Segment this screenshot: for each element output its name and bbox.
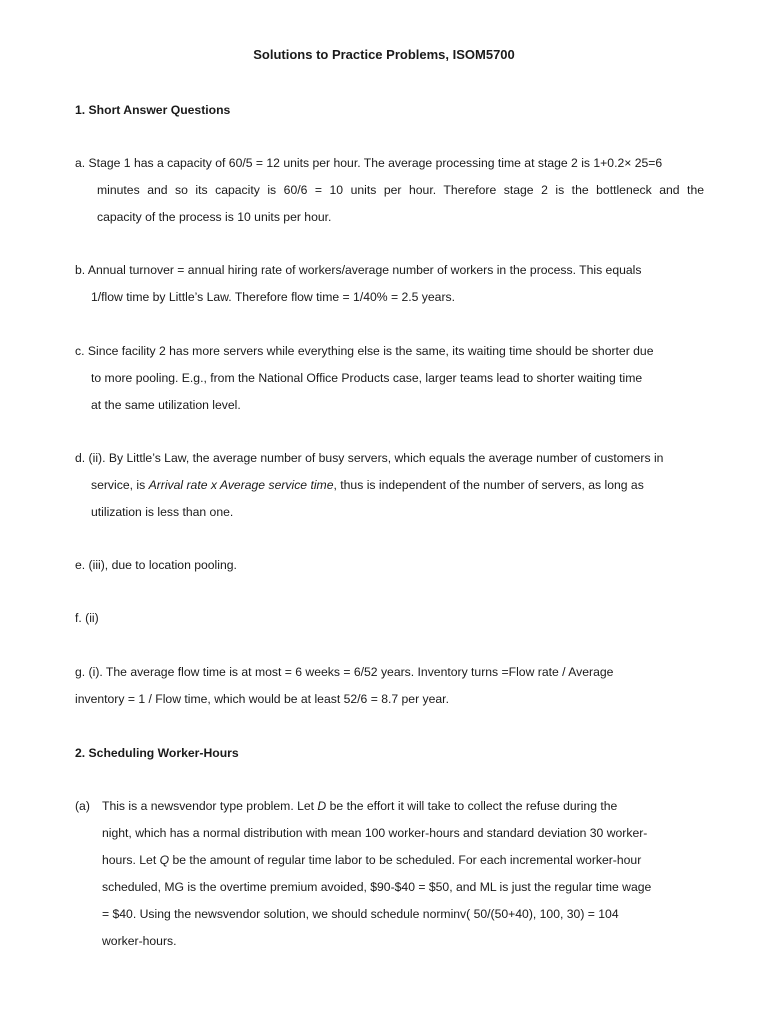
section-heading-short-answer: 1. Short Answer Questions bbox=[75, 103, 231, 117]
answer-d-line-1: d. (ii). By Little’s Law, the average number of busy servers, which equals the average number of customers in bbox=[75, 451, 664, 465]
answer-b-line-1: b. Annual turnover = annual hiring rate of workers/average number of workers in the process. This equals bbox=[75, 263, 642, 277]
answer-d-line-2-pre: service, is bbox=[91, 478, 149, 492]
answer-f-line-1: f. (ii) bbox=[75, 611, 99, 625]
answer-a-line-1: a. Stage 1 has a capacity of 60/5 = 12 units per hour. The average processing time at stage 2 is 1+0.2× 25=6 bbox=[75, 156, 663, 170]
answer-2a-line-3-post: be the amount of regular time labor to be scheduled. For each incremental worker-hour bbox=[169, 853, 642, 867]
answer-c-line-2: to more pooling. E.g., from the National Office Products case, larger teams lead to shorter waiting time bbox=[91, 371, 643, 385]
answer-a-line-3: capacity of the process is 10 units per hour. bbox=[97, 210, 332, 224]
answer-2a-var-q: Q bbox=[159, 853, 170, 867]
answer-2a-line-1-pre: This is a newsvendor type problem. Let bbox=[102, 799, 318, 813]
answer-2a-line-1 bbox=[102, 798, 617, 814]
answer-2a-line-6: worker-hours. bbox=[102, 934, 177, 948]
answer-2a-line-3 bbox=[102, 852, 641, 868]
answer-2a-line-5: = $40. Using the newsvendor solution, we should schedule norminv( 50/(50+40), 100, 30) = 104 bbox=[102, 907, 619, 921]
answer-e-line-1: e. (iii), due to location pooling. bbox=[75, 558, 237, 572]
answer-g-line-1: g. (i). The average flow time is at most = 6 weeks = 6/52 years. Inventory turns =Flow rate / Average bbox=[75, 665, 614, 679]
answer-2a-line-2: night, which has a normal distribution with mean 100 worker-hours and standard deviation 30 worker- bbox=[102, 826, 648, 840]
answer-c-line-3: at the same utilization level. bbox=[91, 398, 241, 412]
answer-2a-line-1-post: be the effort it will take to collect the refuse during the bbox=[326, 799, 618, 813]
answer-2a-label: (a) bbox=[75, 799, 90, 813]
answer-d-formula: Arrival rate x Average service time bbox=[148, 478, 334, 492]
page-title: Solutions to Practice Problems, ISOM5700 bbox=[253, 47, 515, 62]
section-heading-scheduling: 2. Scheduling Worker-Hours bbox=[75, 746, 239, 760]
answer-g-line-2: inventory = 1 / Flow time, which would be at least 52/6 = 8.7 per year. bbox=[75, 692, 449, 706]
answer-d-line-2-post: , thus is independent of the number of servers, as long as bbox=[333, 478, 644, 492]
answer-2a-var-d: D bbox=[317, 799, 327, 813]
answer-c-line-1: c. Since facility 2 has more servers while everything else is the same, its waiting time should be shorter due bbox=[75, 344, 654, 358]
answer-2a-line-3-pre: hours. Let bbox=[102, 853, 160, 867]
answer-a-line-2: minutes and so its capacity is 60/6 = 10 units per hour. Therefore stage 2 is the bottleneck and the bbox=[97, 183, 704, 197]
answer-d-line-3: utilization is less than one. bbox=[91, 505, 234, 519]
answer-b-line-2: 1/flow time by Little’s Law. Therefore flow time = 1/40% = 2.5 years. bbox=[91, 290, 455, 304]
answer-2a-line-4: scheduled, MG is the overtime premium avoided, $90-$40 = $50, and ML is just the regular time wage bbox=[102, 880, 652, 894]
answer-d-line-2 bbox=[91, 477, 644, 493]
